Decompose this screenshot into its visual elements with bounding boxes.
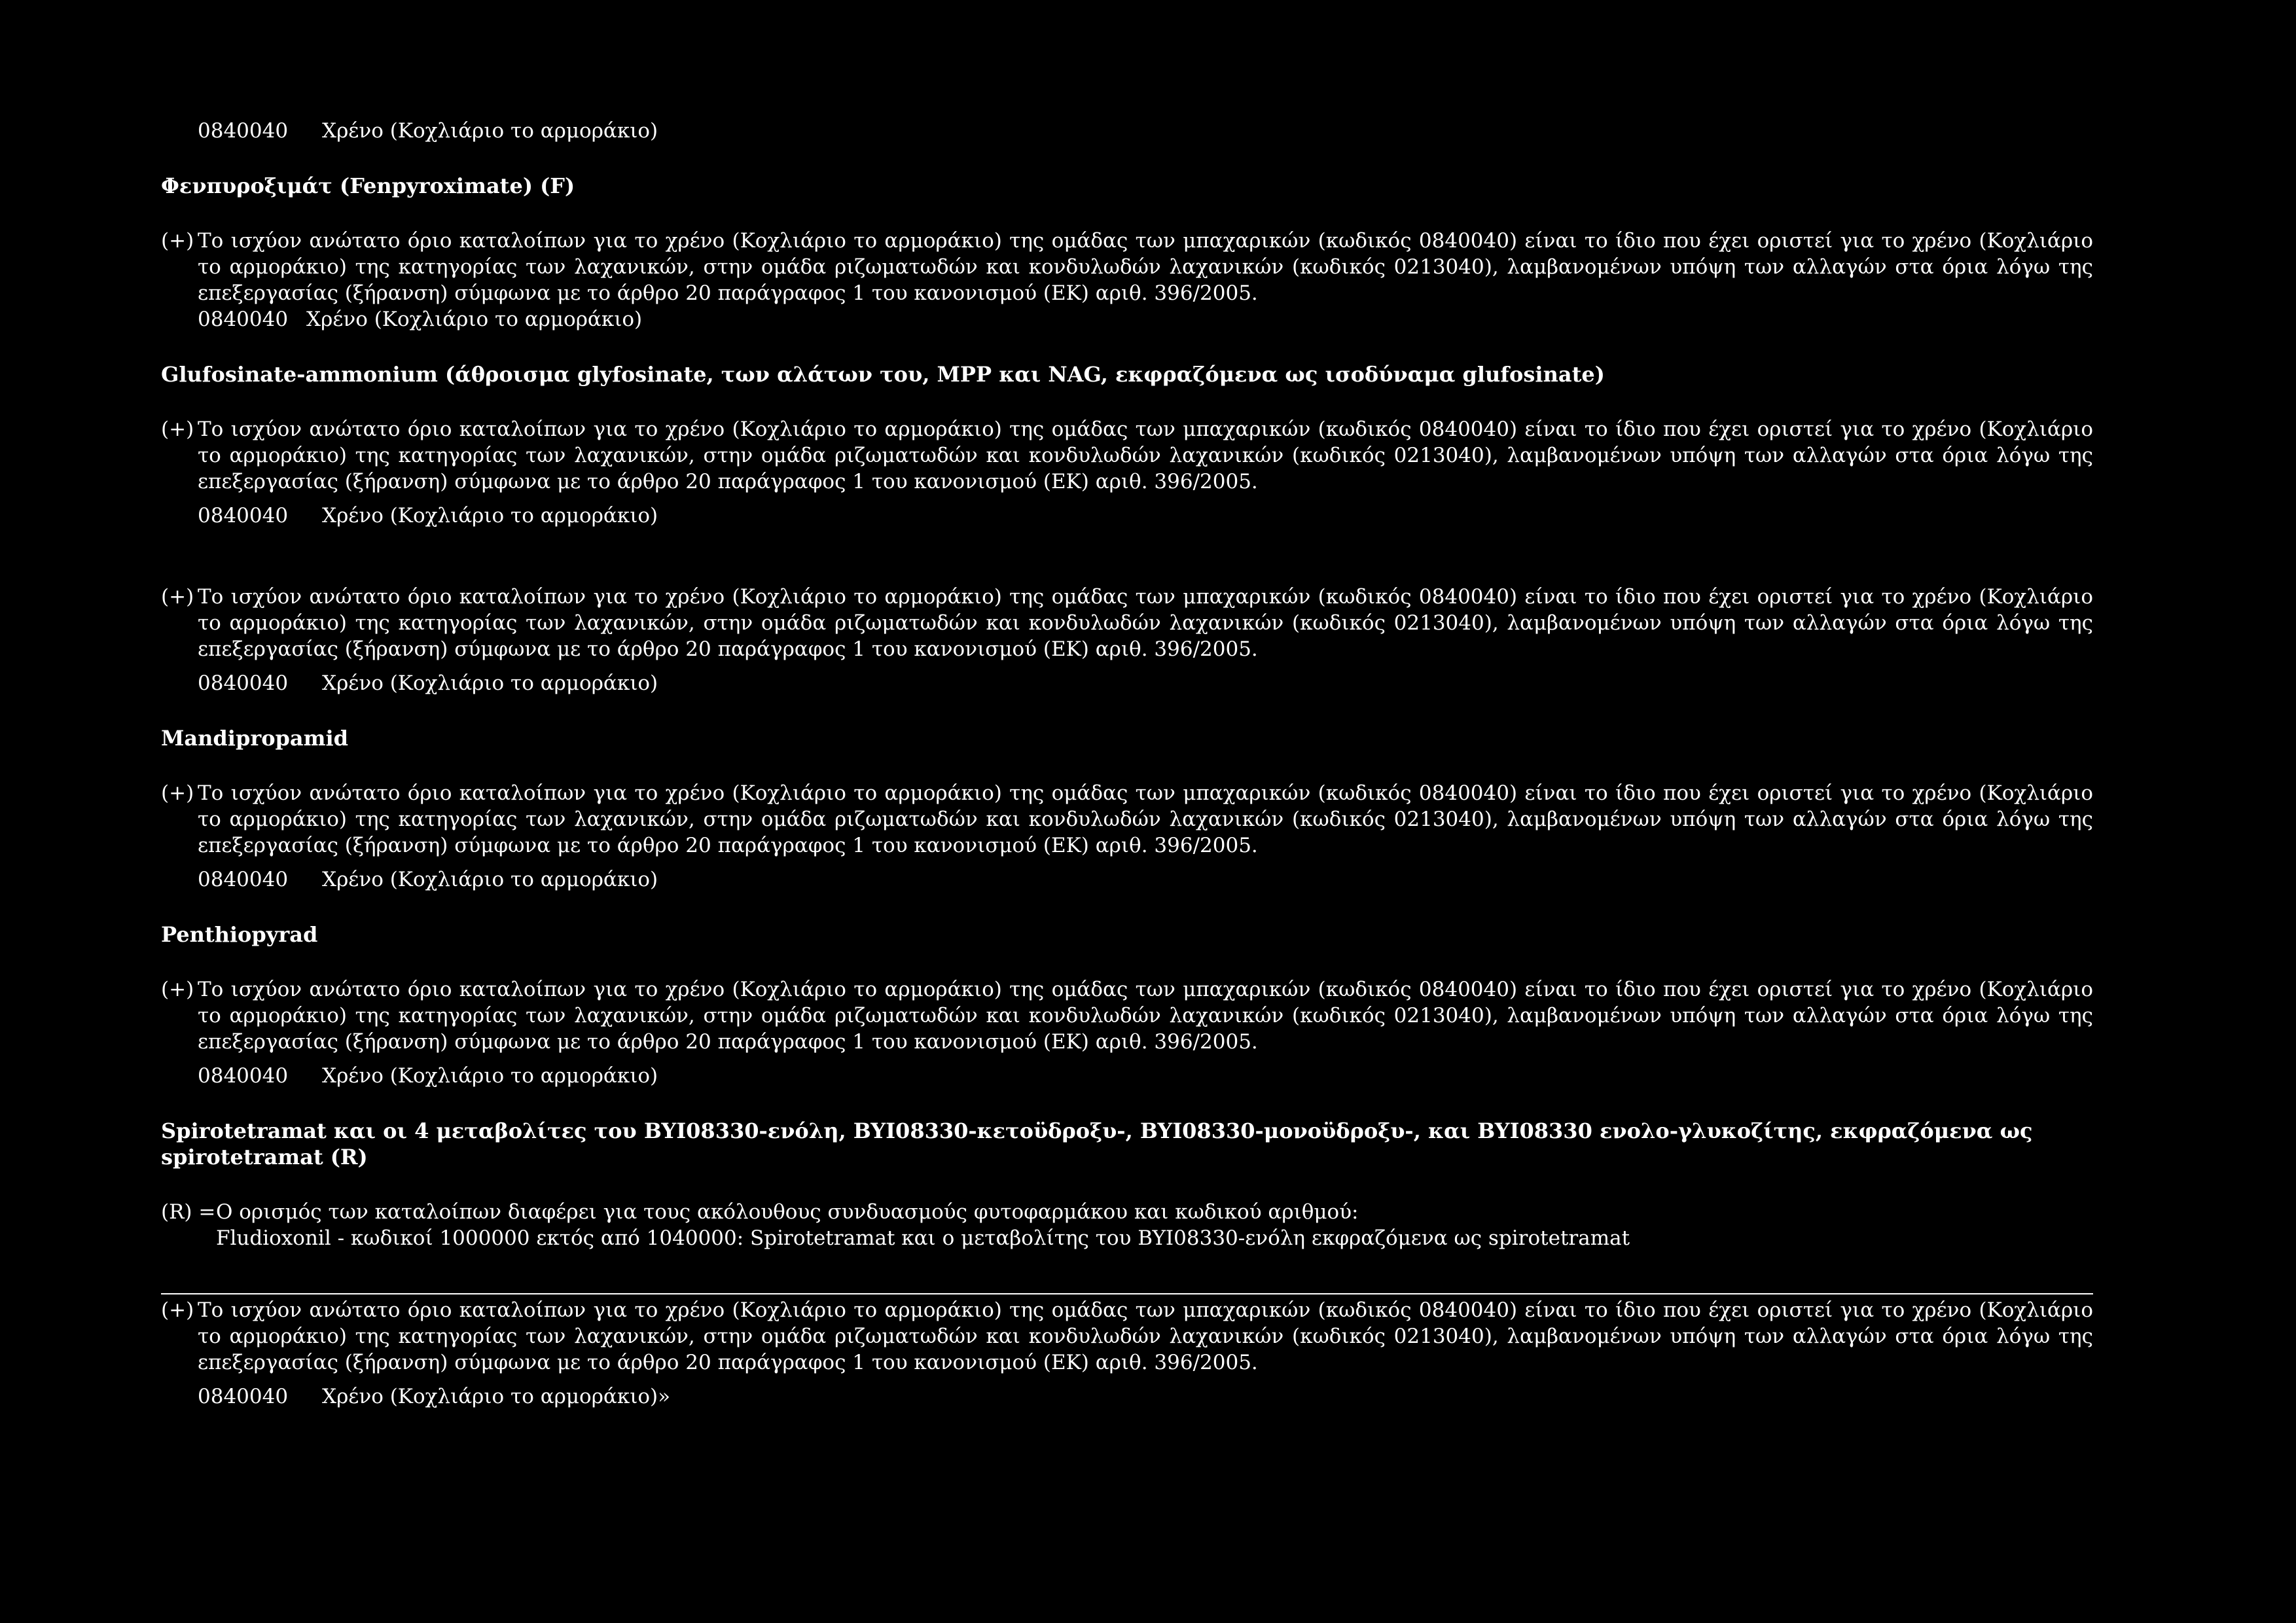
reference-line — [161, 1383, 2093, 1410]
product-code: 0840040 — [198, 504, 289, 527]
footnote-mark: (+) — [161, 418, 194, 441]
product-code: 0840040 — [198, 119, 289, 143]
product-code: 0840040 — [198, 1385, 289, 1408]
footnote-text: Το ισχύον ανώτατο όριο καταλοίπων για το χρένο (Κοχλιάριο το αρμοράκιο) της ομάδας των μπαχαρικών (κωδικός 0840040) είναι το ίδιο που έχει οριστεί για το χρένο (Κοχλιάριο το αρμοράκιο) της κατηγορίας των λαχανικών, στην ομάδα ριζωματωδών και κονδυλωδών λαχανικών (κωδικός 0213040), λαμβανομένων υπόψη των αλλαγών στα όρια λόγω της επεξεργασίας (ξήρανση) σύμφωνα με το άρθρο 20 παράγραφος 1 του κανονισμού (ΕΚ) αριθ. 396/2005. — [198, 781, 2093, 857]
closing-rule — [161, 1293, 2093, 1294]
definition-sub: Fludioxonil - κωδικοί 1000000 εκτός από 1040000: Spirotetramat και ο μεταβολίτης του BYI08330-ενόλη εκφραζόμενα ως spirotetramat — [216, 1226, 1630, 1250]
footnote-mark: (+) — [161, 229, 194, 253]
reference-line — [161, 118, 2093, 144]
reference-line — [161, 503, 2093, 529]
footnote-text: Το ισχύον ανώτατο όριο καταλοίπων για το χρένο (Κοχλιάριο το αρμοράκιο) της ομάδας των μπαχαρικών (κωδικός 0840040) είναι το ίδιο που έχει οριστεί για το χρένο (Κοχλιάριο το αρμοράκιο) της κατηγορίας των λαχανικών, στην ομάδα ριζωματωδών και κονδυλωδών λαχανικών (κωδικός 0213040), λαμβανομένων υπόψη των αλλαγών στα όρια λόγω της επεξεργασίας (ξήρανση) σύμφωνα με το άρθρο 20 παράγραφος 1 του κανονισμού (ΕΚ) αριθ. 396/2005. — [198, 978, 2093, 1054]
reference-line — [161, 866, 2093, 893]
footnote — [161, 584, 2093, 662]
footnote — [161, 228, 2093, 306]
product-name: Χρένο (Κοχλιάριο το αρμοράκιο) — [322, 671, 658, 695]
product-name: Χρένο (Κοχλιάριο το αρμοράκιο) — [322, 1064, 658, 1088]
definition-mark: (R) = — [161, 1200, 216, 1224]
footnote-text: Το ισχύον ανώτατο όριο καταλοίπων για το χρένο (Κοχλιάριο το αρμοράκιο) της ομάδας των μπαχαρικών (κωδικός 0840040) είναι το ίδιο που έχει οριστεί για το χρένο (Κοχλιάριο το αρμοράκιο) της κατηγορίας των λαχανικών, στην ομάδα ριζωματωδών και κονδυλωδών λαχανικών (κωδικός 0213040), λαμβανομένων υπόψη των αλλαγών στα όρια λόγω της επεξεργασίας (ξήρανση) σύμφωνα με το άρθρο 20 παράγραφος 1 του κανονισμού (ΕΚ) αριθ. 396/2005. — [198, 418, 2093, 493]
footnote-text: Το ισχύον ανώτατο όριο καταλοίπων για το χρένο (Κοχλιάριο το αρμοράκιο) της ομάδας των μπαχαρικών (κωδικός 0840040) είναι το ίδιο που έχει οριστεί για το χρένο (Κοχλιάριο το αρμοράκιο) της κατηγορίας των λαχανικών, στην ομάδα ριζωματωδών και κονδυλωδών λαχανικών (κωδικός 0213040), λαμβανομένων υπόψη των αλλαγών στα όρια λόγω της επεξεργασίας (ξήρανση) σύμφωνα με το άρθρο 20 παράγραφος 1 του κανονισμού (ΕΚ) αριθ. 396/2005. — [198, 585, 2093, 661]
reference-line — [161, 670, 2093, 696]
footnote — [161, 780, 2093, 859]
product-code: 0840040 — [198, 308, 289, 331]
product-code: 0840040 — [198, 868, 289, 891]
product-name: Χρένο (Κοχλιάριο το αρμοράκιο) — [322, 868, 658, 891]
residue-definition — [161, 1199, 2093, 1251]
footnote-mark: (+) — [161, 781, 194, 805]
heading-glufosinate: Glufosinate-ammonium (άθροισμα glyfosinate, των αλάτων του, MPP και NAG, εκφραζόμενα ως ισοδύναμα glufosinate) — [161, 362, 1605, 387]
footnote-text: Το ισχύον ανώτατο όριο καταλοίπων για το χρένο (Κοχλιάριο το αρμοράκιο) της ομάδας των μπαχαρικών (κωδικός 0840040) είναι το ίδιο που έχει οριστεί για το χρένο (Κοχλιάριο το αρμοράκιο) της κατηγορίας των λαχανικών, στην ομάδα ριζωματωδών και κονδυλωδών λαχανικών (κωδικός 0213040), λαμβανομένων υπόψη των αλλαγών στα όρια λόγω της επεξεργασίας (ξήρανση) σύμφωνα με το άρθρο 20 παράγραφος 1 του κανονισμού (ΕΚ) αριθ. 396/2005. — [198, 1298, 2093, 1374]
definition-text: Ο ορισμός των καταλοίπων διαφέρει για τους ακόλουθους συνδυασμούς φυτοφαρμάκου και κωδικού αριθμού: — [216, 1200, 1359, 1224]
product-name-last: Χρένο (Κοχλιάριο το αρμοράκιο)» — [322, 1385, 671, 1408]
footnote — [161, 416, 2093, 495]
reference-line — [161, 1063, 2093, 1089]
heading-mandipropamid: Mandipropamid — [161, 726, 349, 751]
product-name: Χρένο (Κοχλιάριο το αρμοράκιο) — [322, 119, 658, 143]
footnote — [161, 976, 2093, 1055]
product-name: Χρένο (Κοχλιάριο το αρμοράκιο) — [322, 504, 658, 527]
product-code: 0840040 — [198, 671, 289, 695]
footnote — [161, 1297, 2093, 1376]
reference-line — [161, 306, 2093, 332]
product-name: Χρένο (Κοχλιάριο το αρμοράκιο) — [306, 308, 643, 331]
heading-spirotetramat: Spirotetramat και οι 4 μεταβολίτες του BYI08330-ενόλη, BYI08330-κετοϋδροξυ-, BYI08330-μονοϋδροξυ-, και BYI08330 ενολο-γλυκοζίτης, εκφραζόμενα ως spirotetramat (R) — [161, 1118, 2033, 1169]
footnote-text: Το ισχύον ανώτατο όριο καταλοίπων για το χρένο (Κοχλιάριο το αρμοράκιο) της ομάδας των μπαχαρικών (κωδικός 0840040) είναι το ίδιο που έχει οριστεί για το χρένο (Κοχλιάριο το αρμοράκιο) της κατηγορίας των λαχανικών, στην ομάδα ριζωματωδών και κονδυλωδών λαχανικών (κωδικός 0213040), λαμβανομένων υπόψη των αλλαγών στα όρια λόγω της επεξεργασίας (ξήρανση) σύμφωνα με το άρθρο 20 παράγραφος 1 του κανονισμού (ΕΚ) αριθ. 396/2005. — [198, 229, 2093, 305]
footnote-mark: (+) — [161, 978, 194, 1001]
regulation-page — [161, 118, 2093, 1410]
heading-fenpyroximate: Φενπυροξιμάτ (Fenpyroximate) (F) — [161, 173, 575, 198]
heading-penthiopyrad: Penthiopyrad — [161, 922, 318, 947]
product-code: 0840040 — [198, 1064, 289, 1088]
footnote-mark: (+) — [161, 1298, 194, 1322]
footnote-mark: (+) — [161, 585, 194, 609]
